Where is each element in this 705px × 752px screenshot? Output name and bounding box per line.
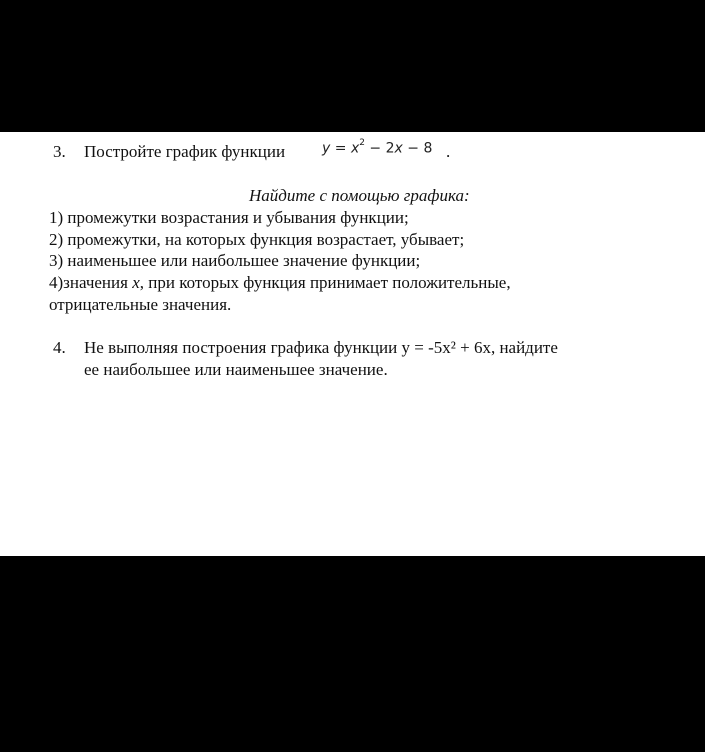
task3-item-1: 1) промежутки возрастания и убывания функции; [49, 208, 409, 227]
task3-text: Постройте график функции [84, 142, 286, 161]
task3-item-4-continued: отрицательные значения. [49, 295, 232, 314]
task3-number: 3. [53, 142, 66, 161]
task3-period: . [446, 142, 451, 161]
task3-item-4: 4)значения x, при которых функция принимает положительные, [49, 273, 511, 292]
document-page [0, 132, 705, 556]
task4-line-1: Не выполняя построения графика функции y = -5x² + 6x, найдите [84, 338, 558, 357]
task4-number: 4. [53, 338, 66, 357]
task4-line-2: ее наибольшее или наименьшее значение. [84, 360, 388, 379]
task3-formula: $y = x^2 - 2x - 8$ [322, 138, 433, 157]
task3-heading: Найдите с помощью графика: [249, 186, 470, 205]
task3-item-3: 3) наименьшее или наибольшее значение функции; [49, 251, 421, 270]
task3-item-2: 2) промежутки, на которых функция возрастает, убывает; [49, 230, 465, 249]
